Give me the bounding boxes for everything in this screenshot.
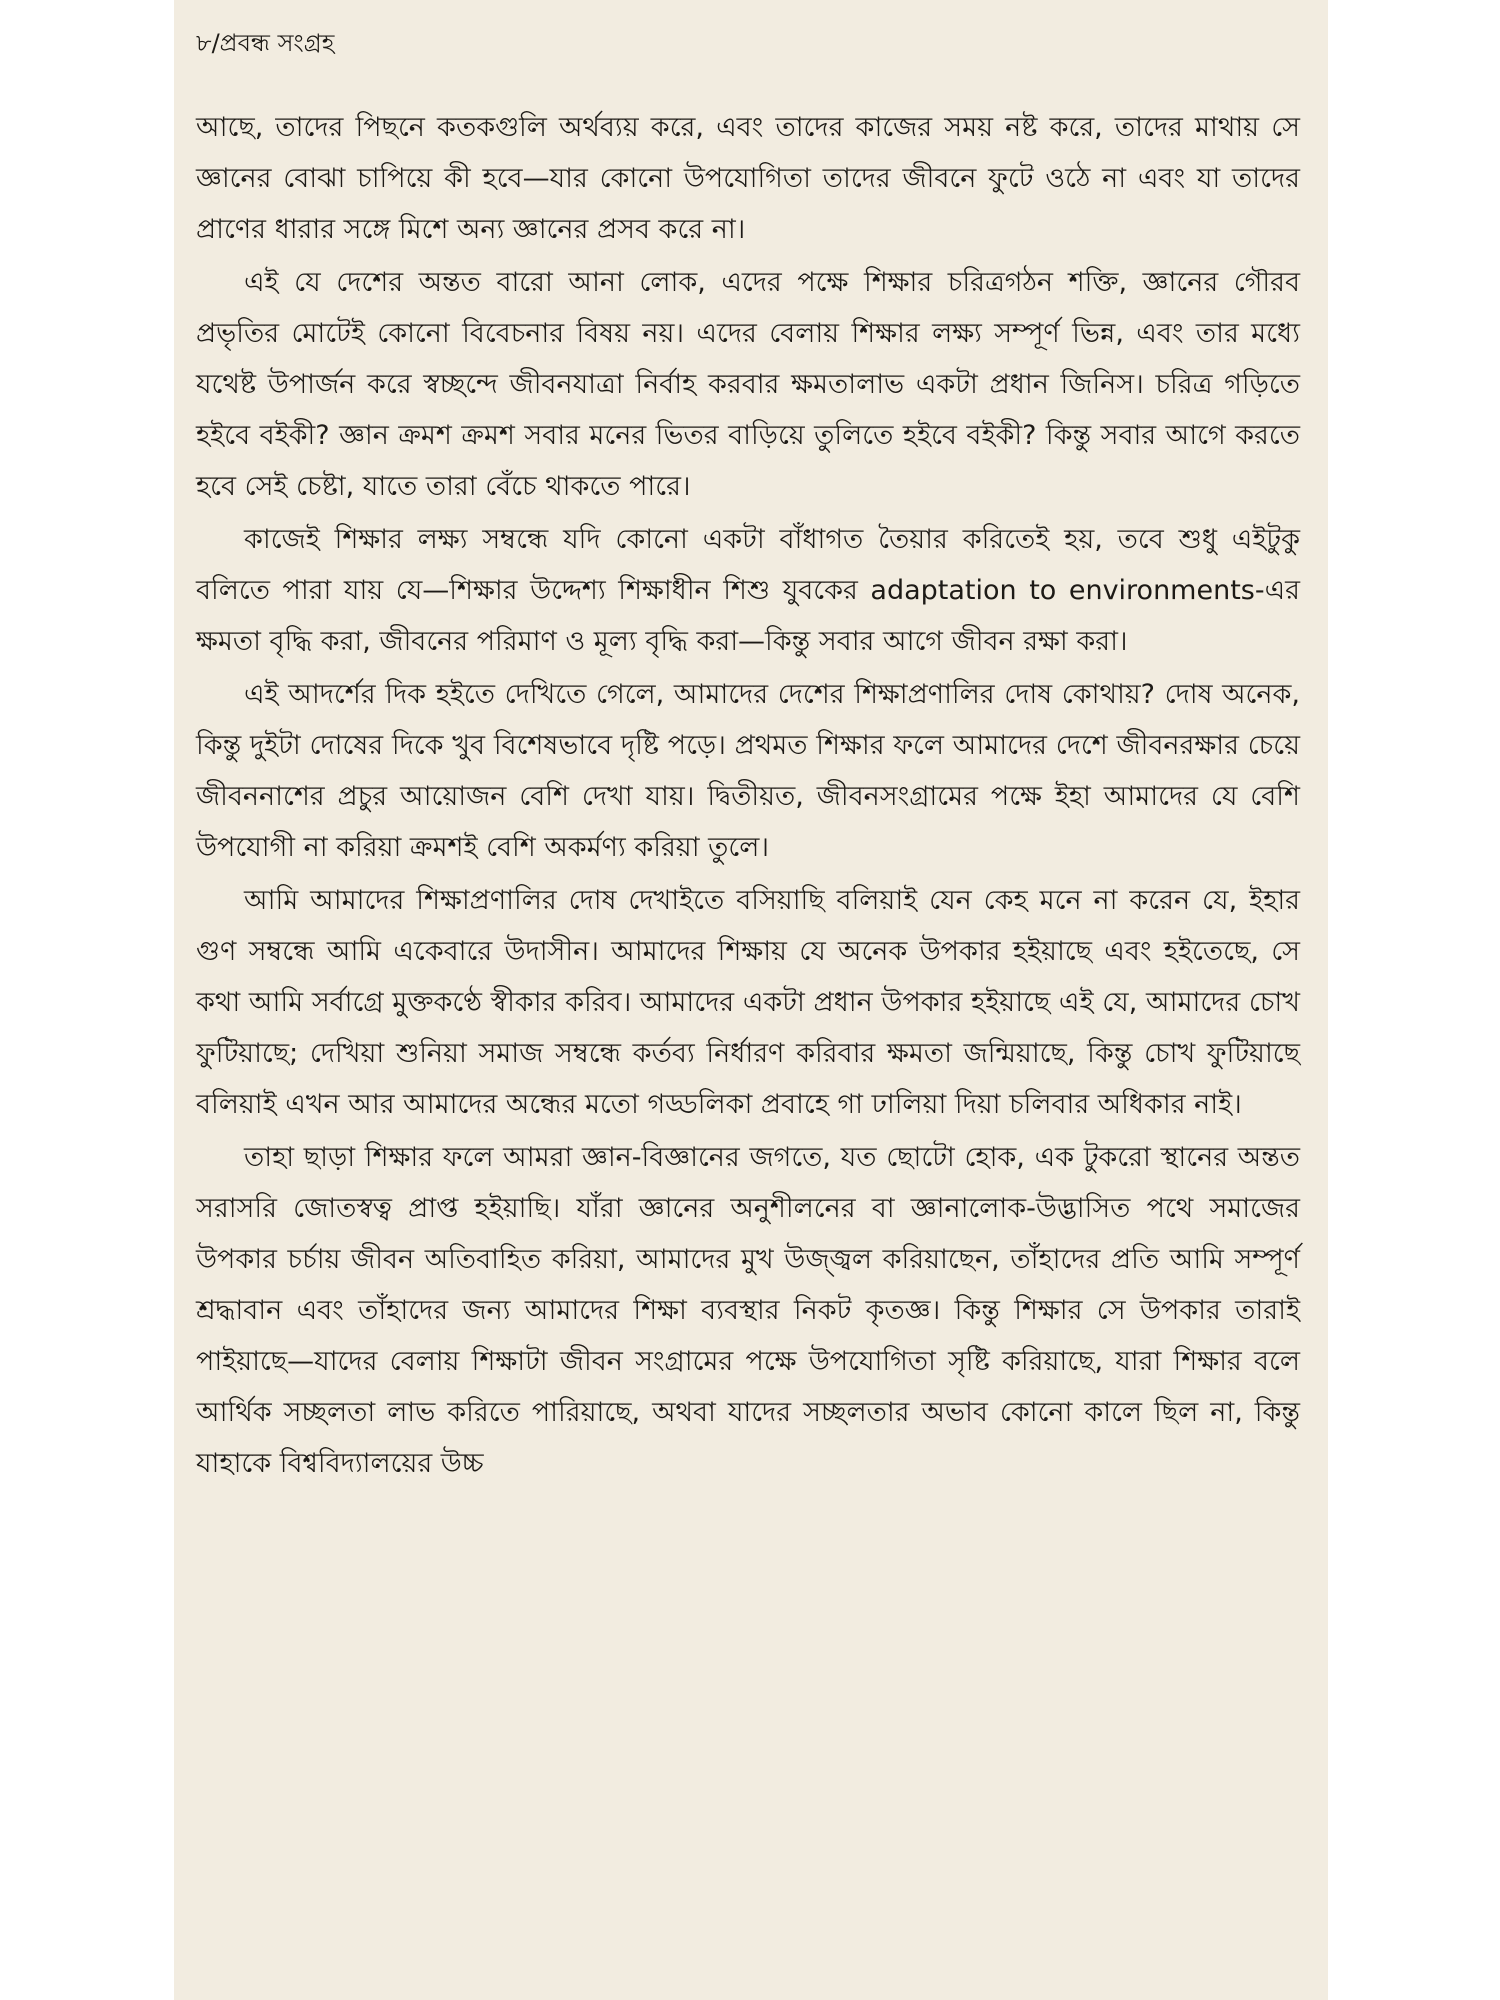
- paragraph: তাহা ছাড়া শিক্ষার ফলে আমরা জ্ঞান-বিজ্ঞানের জগতে, যত ছোটো হোক, এক টুকরো স্থানের অন্তত সরাসরি জোতস্বত্ব প্রাপ্ত হইয়াছি। যাঁরা জ্ঞানের অনুশীলনের বা জ্ঞানালোক-উদ্ভাসিত পথে সমাজের উপকার চর্চায় জীবন অতিবাহিত করিয়া, আমাদের মুখ উজ্জ্বল করিয়াছেন, তাঁহাদের প্রতি আমি সম্পূর্ণ শ্রদ্ধাবান এবং তাঁহাদের জন্য আমাদের শিক্ষা ব্যবস্থার নিকট কৃতজ্ঞ। কিন্তু শিক্ষার সে উপকার তারাই পাইয়াছে—যাদের বেলায় শিক্ষাটা জীবন সংগ্রামের পক্ষে উপযোগিতা সৃষ্টি করিয়াছে, যারা শিক্ষার বলে আর্থিক সচ্ছলতা লাভ করিতে পারিয়াছে, অথবা যাদের সচ্ছলতার অভাব কোনো কালে ছিল না, কিন্তু যাহাকে বিশ্ববিদ্যালয়ের উচ্চ: [196, 1142, 1300, 1479]
- paragraph: এই আদর্শের দিক হইতে দেখিতে গেলে, আমাদের দেশের শিক্ষাপ্রণালির দোষ কোথায়? দোষ অনেক, কিন্তু দুইটা দোষের দিকে খুব বিশেষভাবে দৃষ্টি পড়ে। প্রথমত শিক্ষার ফলে আমাদের দেশে জীবনরক্ষার চেয়ে জীবননাশের প্রচুর আয়োজন বেশি দেখা যায়। দ্বিতীয়ত, জীবনসংগ্রামের পক্ষে ইহা আমাদের যে বেশি উপযোগী না করিয়া ক্রমশই বেশি অকর্মণ্য করিয়া তুলে।: [196, 679, 1300, 863]
- paragraph: কাজেই শিক্ষার লক্ষ্য সম্বন্ধে যদি কোনো একটা বাঁধাগত তৈয়ার করিতেই হয়, তবে শুধু এইটুকু বলিতে পারা যায় যে—শিক্ষার উদ্দেশ্য শিক্ষাধীন শিশু যুবকের adaptation to environments-এর ক্ষমতা বৃদ্ধি করা, জীবনের পরিমাণ ও মূল্য বৃদ্ধি করা—কিন্তু সবার আগে জীবন রক্ষা করা।: [196, 524, 1300, 657]
- running-header: ৮/প্রবন্ধ সংগ্রহ: [196, 29, 335, 57]
- paragraph: এই যে দেশের অন্তত বারো আনা লোক, এদের পক্ষে শিক্ষার চরিত্রগঠন শক্তি, জ্ঞানের গৌরব প্রভৃতির মোটেই কোনো বিবেচনার বিষয় নয়। এদের বেলায় শিক্ষার লক্ষ্য সম্পূর্ণ ভিন্ন, এবং তার মধ্যে যথেষ্ট উপার্জন করে স্বচ্ছন্দে জীবনযাত্রা নির্বাহ করবার ক্ষমতালাভ একটা প্রধান জিনিস। চরিত্র গড়িতে হইবে বইকী? জ্ঞান ক্রমশ ক্রমশ সবার মনের ভিতর বাড়িয়ে তুলিতে হইবে বইকী? কিন্তু সবার আগে করতে হবে সেই চেষ্টা, যাতে তারা বেঁচে থাকতে পারে।: [196, 267, 1300, 502]
- body-text: [196, 102, 1300, 1489]
- paragraph: আমি আমাদের শিক্ষাপ্রণালির দোষ দেখাইতে বসিয়াছি বলিয়াই যেন কেহ মনে না করেন যে, ইহার গুণ সম্বন্ধে আমি একেবারে উদাসীন। আমাদের শিক্ষায় যে অনেক উপকার হইয়াছে এবং হইতেছে, সে কথা আমি সর্বাগ্রে মুক্তকণ্ঠে স্বীকার করিব। আমাদের একটা প্রধান উপকার হইয়াছে এই যে, আমাদের চোখ ফুটিয়াছে; দেখিয়া শুনিয়া সমাজ সম্বন্ধে কর্তব্য নির্ধারণ করিবার ক্ষমতা জন্মিয়াছে, কিন্তু চোখ ফুটিয়াছে বলিয়াই এখন আর আমাদের অন্ধের মতো গড্ডলিকা প্রবাহে গা ঢালিয়া দিয়া চলিবার অধিকার নাই।: [196, 885, 1300, 1120]
- book-page: [174, 0, 1328, 2000]
- paragraph-continued: আছে, তাদের পিছনে কতকগুলি অর্থব্যয় করে, এবং তাদের কাজের সময় নষ্ট করে, তাদের মাথায় সে জ্ঞানের বোঝা চাপিয়ে কী হবে—যার কোনো উপযোগিতা তাদের জীবনে ফুটে ওঠে না এবং যা তাদের প্রাণের ধারার সঙ্গে মিশে অন্য জ্ঞানের প্রসব করে না।: [196, 112, 1300, 245]
